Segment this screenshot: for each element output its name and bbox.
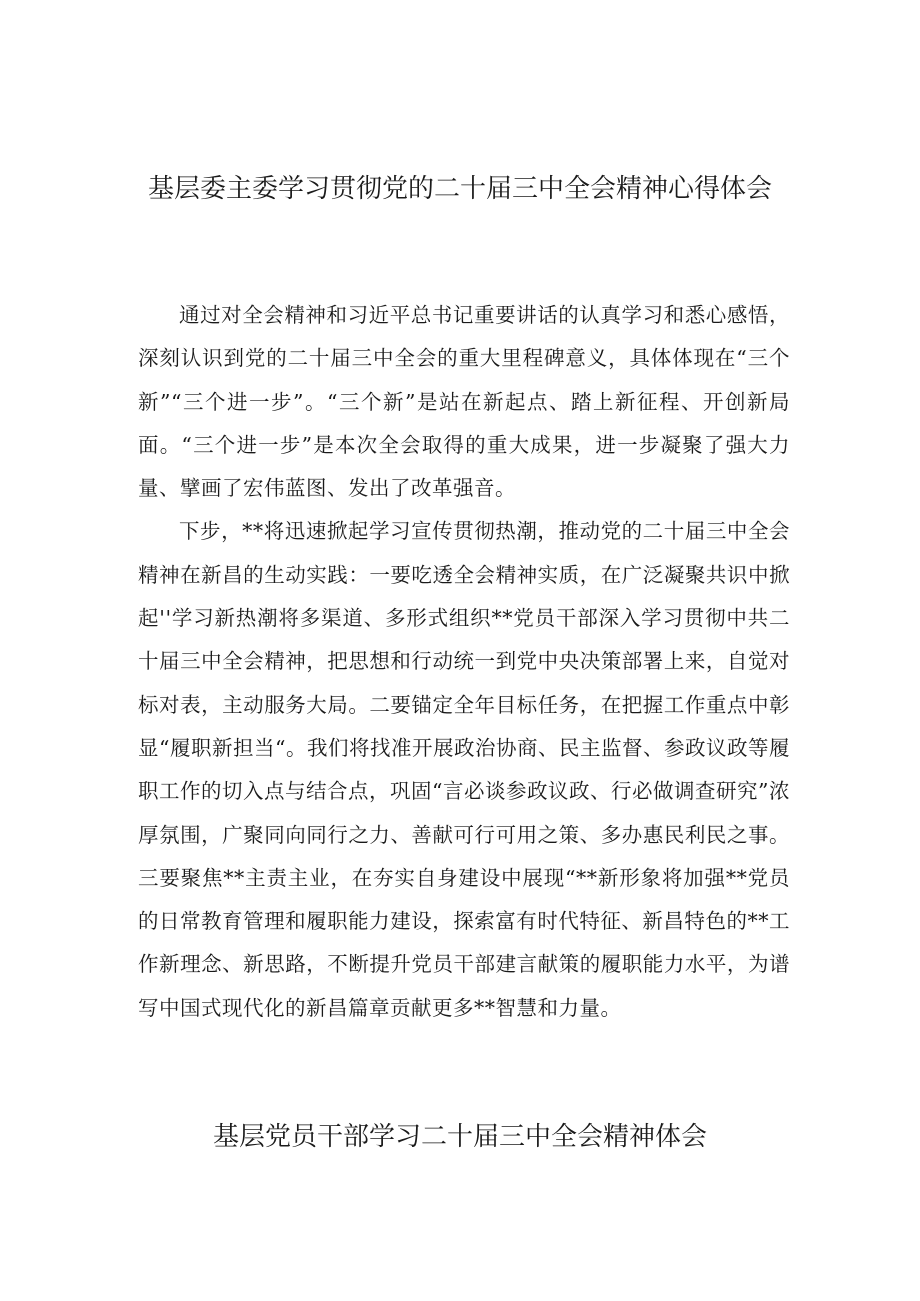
next-article-title: [130, 1115, 790, 1159]
article-title-text: 基层委主委学习贯彻党的二十届三中全会精神心得体会: [147, 174, 772, 204]
paragraph-1: 通过对全会精神和习近平总书记重要讲话的认真学习和悉心感悟，深刻认识到党的二十届三中全会的重大里程碑意义，具体体现在“三个新”“三个进一步”。“三个新”是站在新起点、踏上新征程、开创新局面。“三个进一步”是本次全会取得的重大成果，进一步凝聚了强大力量、擘画了宏伟蓝图、发出了改革强音。: [138, 303, 790, 501]
article-body: [138, 294, 790, 1030]
next-article-title-text: 基层党员干部学习二十届三中全会精神体会: [212, 1122, 707, 1152]
article-title: [130, 167, 790, 211]
paragraph-2: 下步，**将迅速掀起学习宣传贯彻热潮，推动党的二十届三中全会精神在新昌的生动实践：一要吃透全会精神实质，在广泛凝聚共识中掀起''学习新热潮将多渠道、多形式组织**党员干部深入学习贯彻中共二十届三中全会精神，把思想和行动统一到党中央决策部署上来，自觉对标对表，主动服务大局。二要锚定全年目标任务，在把握工作重点中彰显“履职新担当“。我们将找准开展政治协商、民主监督、参政议政等履职工作的切入点与结合点，巩固“言必谈参政议政、行必做调查研究”浓厚氛围，广聚同向同行之力、善献可行可用之策、多办惠民利民之事。三要聚焦**主责主业，在夯实自身建设中展现“**新形象将加强**党员的日常教育管理和履职能力建设，探索富有时代特征、新昌特色的**工作新理念、新思路，不断提升党员干部建言献策的履职能力水平，为谱写中国式现代化的新昌篇章贡献更多**智慧和力量。: [138, 519, 790, 1020]
